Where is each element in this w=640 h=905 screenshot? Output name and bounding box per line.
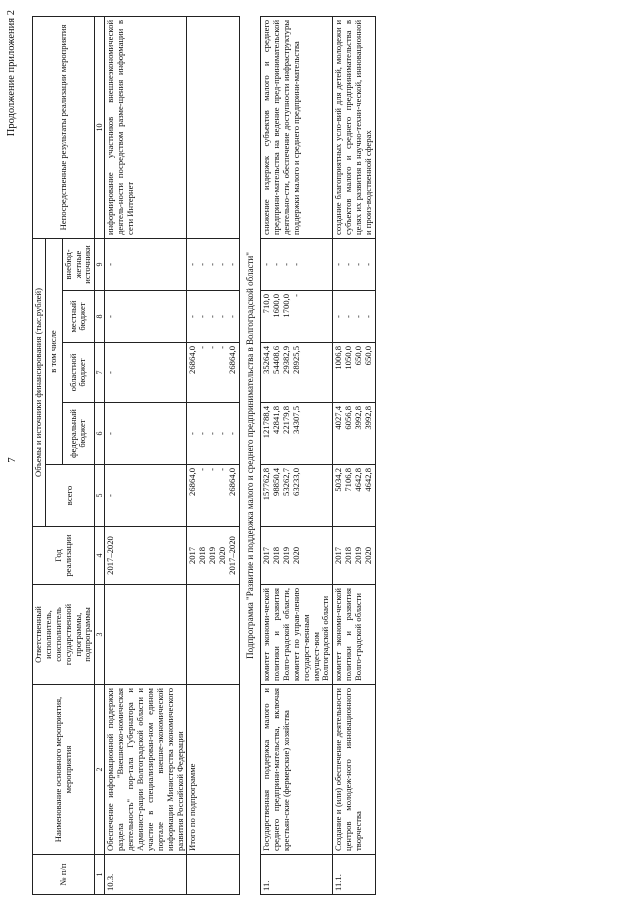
row-extra: - - - - (261, 238, 333, 290)
row-local: 710,0 1600,0 1700,0 - (261, 291, 333, 343)
header-num: № п/п (33, 855, 95, 895)
subtotal-responsible (187, 585, 239, 685)
col-number: 6 (95, 403, 105, 465)
header-responsible: Ответственный исполнитель, соисполнитель государственной программы, подпрограммы (33, 585, 95, 685)
row-regional: 1006,8 1050,0 650,0 650,0 (333, 343, 376, 403)
row-local: - (105, 291, 187, 343)
subtotal-local: - - - - - (187, 291, 239, 343)
header-including: в том числе (45, 238, 62, 464)
col-number: 4 (95, 527, 105, 585)
row-num: 11.1. (333, 855, 376, 895)
col-number: 5 (95, 465, 105, 527)
col-number: 10 (95, 16, 105, 238)
subtotal-row (187, 16, 239, 894)
subtotal-total: 26864,0 - - - 26864,0 (187, 465, 239, 527)
header-total: всего (45, 465, 94, 527)
header-results: Непосредственные результаты реализации мероприятия (33, 16, 95, 238)
subtotal-label: Итого по подпрограмме (187, 685, 239, 855)
col-number: 2 (95, 685, 105, 855)
row-responsible (105, 585, 187, 685)
header-financing: Объемы и источники финансирования (тыс.рублей) (33, 238, 46, 526)
header-row-1 (33, 16, 46, 894)
row-year: 2017–2020 (105, 527, 187, 585)
row-years: 2017 2018 2019 2020 (261, 527, 333, 585)
row-num: 10.3. (105, 855, 187, 895)
row-result: информирование участников внешнеэкономической деятель-ности посредством разме-щения информации в сети Интернет (105, 16, 187, 238)
row-extra: - - - - (333, 238, 376, 290)
row-regional: - (105, 343, 187, 403)
col-number: 9 (95, 238, 105, 290)
subtotal-result (187, 16, 239, 238)
row-name: Создание и (или) обеспечение деятельности центров молодеж-ного инновационного творчества (333, 685, 376, 855)
row-name: Государственная поддержка малого и среднего предприни-мательства, включая крестьян-ские (фермерские) хозяйства (261, 685, 333, 855)
row-num: 11. (261, 855, 333, 895)
table-row-11-1 (333, 16, 376, 894)
header-extra: внебюд-жетные источники (62, 238, 95, 290)
financing-table (32, 16, 376, 895)
subtotal-years: 2017 2018 2019 2020 2017–2020 (187, 527, 239, 585)
row-years: 2017 2018 2019 2020 (333, 527, 376, 585)
row-result: создание благоприятных усло-вий для детей, молодежи и субъектов малого и среднего предпринимательства в целях их развития в научно-техни-ческой, инновационной и произ-водственной сферах (333, 16, 376, 238)
subtotal-federal: - - - - - (187, 403, 239, 465)
header-year: Год реализации (33, 527, 95, 585)
subtotal-extra: - - - - - (187, 238, 239, 290)
subtotal-empty (187, 855, 239, 895)
row-total: - (105, 465, 187, 527)
row-responsible: комитет экономи-ческой политики и развития Волго-градской области (333, 585, 376, 685)
row-regional: 35264,4 54408,6 29382,9 28925,5 (261, 343, 333, 403)
row-federal: 4027,4 6056,8 3992,8 3992,8 (333, 403, 376, 465)
header-name: Наименование основного мероприятия, мероприятия (33, 685, 95, 855)
header-local: местный бюджет (62, 291, 95, 343)
column-number-row (95, 16, 105, 894)
subprogram-row (239, 16, 260, 894)
row-total: 157762,8 98850,4 53262,7 63233,0 (261, 465, 333, 527)
row-result: снижение издержек субъектов малого и среднего предприни-мательства на ведение пред-принимательской деятельно-сти, обеспечение доступности инфраструктуры поддержки малого и среднего предприни-мательства (261, 16, 333, 238)
continuation-label: Продолжение приложения 2 (6, 10, 17, 137)
row-extra: - (105, 238, 187, 290)
col-number: 1 (95, 855, 105, 895)
col-number: 3 (95, 585, 105, 685)
row-total: 5034,2 7106,8 4642,8 4642,8 (333, 465, 376, 527)
table-row-11 (261, 16, 333, 894)
row-federal: - (105, 403, 187, 465)
subtotal-regional: 26864,0 - - - 26864,0 (187, 343, 239, 403)
table-row-10-3 (105, 16, 187, 894)
row-federal: 121788,4 42841,8 22179,8 34307,5 (261, 403, 333, 465)
page-number: 7 (6, 457, 18, 463)
header-regional: областной бюджет (62, 343, 95, 403)
row-name: Обеспечение информационной поддержки раздела "Внешнеэко-номическая деятельность" пор-тала Губернатора и Админист-рации Волгоградской области и участие в специализирован-ном едином портале внешне-экономической информации Министерства экономического развития Российской Федерации (105, 685, 187, 855)
row-responsible: комитет экономи-ческой политики и развития Волго-градской области, комитет по управ-лению государст-венным имущест-вом Волгоградской области (261, 585, 333, 685)
row-local: - - - - (333, 291, 376, 343)
col-number: 7 (95, 343, 105, 403)
col-number: 8 (95, 291, 105, 343)
subprogram-title: Подпрограмма "Развитие и поддержка малого и среднего предпринимательства в Волгоградской области" (239, 16, 260, 894)
header-federal: федеральный бюджет (62, 403, 95, 465)
